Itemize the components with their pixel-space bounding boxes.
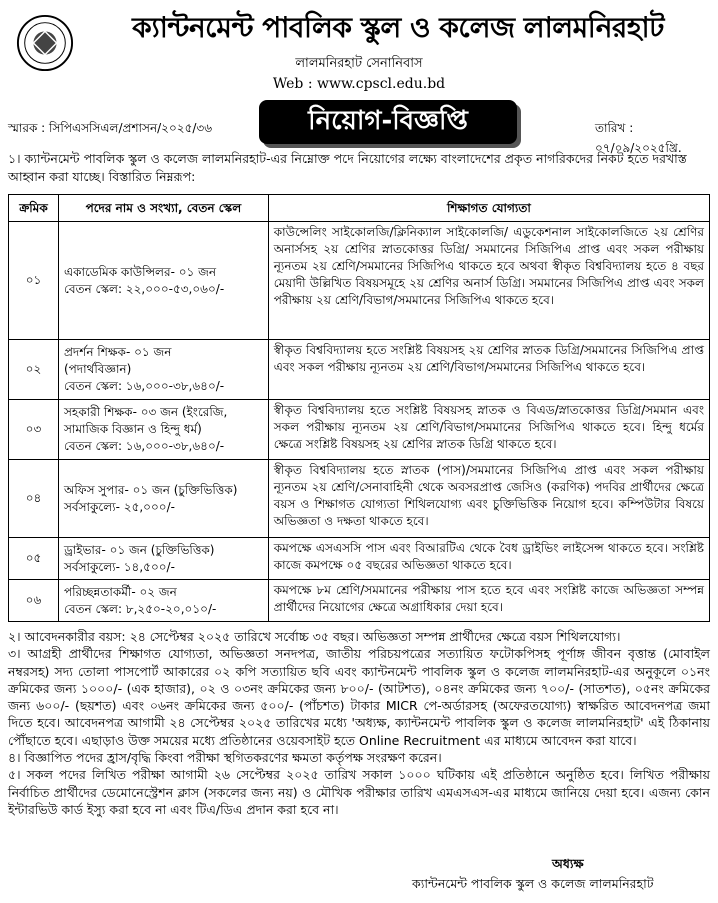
row-qualification: কাউন্সেলিং সাইকোলজি/ক্লিনিক্যাল সাইকোলজি/ এডুকেশনাল সাইকোলজিতে ২য় শ্রেণির অনার্সসহ ২য় শ্রেণির স্নাতকোত্তর ডিগ্রি/ সমমানের সিজিপিএ প্রাপ্ত এবং সকল পরীক্ষায় ন্যূনতম ২য় শ্রেণি/সমমানের সিজিপিএ থাকতে হবে অথবা স্বীকৃত বিশ্ববিদ্যালয় হতে ৪ বছর মেয়াদী উল্লিখিত বিষয়সমূহে ২য় শ্রেণির অনার্স ডিগ্রি। সমমানের সিজিপিএ প্রাপ্ত এবং সকল পরীক্ষায় ২য় শ্রেণি/বিভাগ/সমমানের সিজিপিএ থাকতে হবে। (268, 222, 709, 340)
post-scale: বেতন স্কেল: ১৬,০০০-৩৮,৬৪০/- (63, 439, 225, 453)
post-subject: (পদার্থবিজ্ঞান) (63, 362, 132, 376)
term-application: ৩। আগ্রহী প্রার্থীদের শিক্ষাগত যোগ্যতা, অভিজ্ঞতা সনদপত্র, জাতীয় পরিচয়পত্রের সত্যায়িত ফটোকপিসহ পূর্ণাঙ্গ জীবন বৃত্তান্ত (মোবাইল নম্বরসহ) সদ্য তোলা পাসপোর্ট আকারের ০২ কপি সত্যায়িত ছবি এবং ক্যান্টনমেন্ট পাবলিক স্কুল ও কলেজ লালমনিরহাট-এর অনুকূলে ০১নং ক্রমিকের জন্য ১০০০/- (এক হাজার), ০২ ও ০৩নং ক্রমিকের জন্য ৮০০/- (আটশত), ০৪নং ক্রমিকের জন্য ৭০০/- (সাতশত), ০৫নং ক্রমিকের জন্য ৬০০/- (ছয়শত) এবং ০৬নং ক্রমিকের জন্য ৫০০/- (পাঁচশত) টাকার MICR পে-অর্ডারসহ (অফেরতযোগ্য) স্বাক্ষরিত আবেদনপত্র জমা দিতে হবে। আবেদনপত্র আগামী ২৪ সেপ্টেম্বর ২০২৫ তারিখের মধ্যে 'অধ্যক্ষ, ক্যান্টনমেন্ট পাবলিক স্কুল ও কলেজ লালমনিরহাট' এই ঠিকানায় পৌঁছাতে হবে। এছাড়াও উক্ত সময়ের মধ্যে প্রতিষ্ঠানের ওয়েবসাইট হতে Online Recruitment এর মাধ্যমে আবেদন করা যাবে। (8, 646, 710, 748)
row-serial: ০২ (9, 340, 59, 400)
post-name: সহকারী শিক্ষক- ০৩ জন (ইংরেজি, (63, 405, 228, 419)
row-post (58, 222, 268, 340)
post-subject: সামাজিক বিজ্ঞান ও হিন্দু ধর্ম) (63, 422, 202, 436)
row-serial: ০৪ (9, 460, 59, 538)
row-qualification: কমপক্ষে ৮ম শ্রেণি/সমমানের পরীক্ষায় পাস হতে হবে এবং সংশ্লিষ্ট কাজে অভিজ্ঞতা সম্পন্ন প্রার্থীদের নিয়োগের ক্ষেত্রে অগ্রাধিকার দেয়া হবে। (268, 580, 709, 622)
signatory-org: ক্যান্টনমেন্ট পাবলিক স্কুল ও কলেজ লালমনিরহাট (412, 876, 654, 891)
school-website: Web : www.cpscl.edu.bd (272, 76, 446, 92)
row-post (58, 580, 268, 622)
memo-number: স্মারক : সিপিএসসিএল/প্রশাসন/২০২৫/৩৬ (8, 121, 213, 135)
post-scale: সর্বসাকুল্যে- ২৫,০০০/- (63, 499, 175, 514)
table-row (9, 340, 710, 400)
notice-terms (8, 628, 710, 818)
row-serial: ০৬ (9, 580, 59, 622)
notice-date: তারিখ : ০৭/০৯/২০২৫খ্রি. (595, 121, 682, 155)
intro-paragraph: ১। ক্যান্টনমেন্ট পাবলিক স্কুল ও কলেজ লালমনিরহাট-এর নিম্নোক্ত পদে নিয়োগের লক্ষ্যে বাংলাদেশের প্রকৃত নাগরিকদের নিকট হতে দরখাস্ত আহ্বান করা যাচ্ছে। বিস্তারিত নিম্নরূপ: (8, 151, 687, 184)
table-row (9, 222, 710, 340)
notice-header (0, 0, 718, 112)
table-header-row (9, 195, 710, 222)
term-age: ২। আবেদনকারীর বয়স: ২৪ সেপ্টেম্বর ২০২৫ তারিখে সর্বোচ্চ ৩৫ বছর। অভিজ্ঞতা সম্পন্ন প্রার্থীদের ক্ষেত্রে বয়স শিথিলযোগ্য। (8, 629, 621, 644)
term-exam: ৫। সকল পদের লিখিত পরীক্ষা আগামী ২৬ সেপ্টেম্বর ২০২৫ তারিখ সকাল ১০০০ ঘটিকায় এই প্রতিষ্ঠানে অনুষ্ঠিত হবে। লিখিত পরীক্ষায় নির্বাচিত প্রার্থীদের ডেমোনেস্ট্রেশন ক্লাস (সকলের জন্য নয়) ও মৌখিক পরীক্ষার তারিখ এমএসএস-এর মাধ্যমে জানিয়ে দেয়া হবে। এজন্য কোন ইন্টারভিউ কার্ড ইস্যু করা হবে না এবং টিএ/ডিএ প্রদান করা হবে না। (8, 767, 710, 817)
row-qualification: স্বীকৃত বিশ্ববিদ্যালয় হতে সংশ্লিষ্ট বিষয়সহ ২য় শ্রেণির স্নাতক ডিগ্রি/সমমানের সিজিপিএ প্রাপ্ত এবং সকল পরীক্ষায় ন্যূনতম ২য় শ্রেণি/বিভাগ/সমমানের সিজিপিএ থাকতে হবে। (268, 340, 709, 400)
row-post (58, 460, 268, 538)
notice-title: নিয়োগ-বিজ্ঞপ্তি (259, 100, 517, 144)
term-authority: ৪। বিজ্ঞাপিত পদের হ্রাস/বৃদ্ধি কিংবা পরীক্ষা স্থগিতকরণের ক্ষমতা কর্তৃপক্ষ সংরক্ষণ করেন। (8, 750, 442, 766)
school-location: লালমনিরহাট সেনানিবাস (295, 56, 423, 71)
row-qualification: স্বীকৃত বিশ্ববিদ্যালয় হতে স্নাতক (পাস)/সমমানের সিজিপিএ প্রাপ্ত এবং সকল পরীক্ষায় ন্যূনতম ২য় শ্রেণি/সেনাবাহিনী থেকে অবসরপ্রাপ্ত জেসিও (করণিক) পদবির প্রার্থীদের ক্ষেত্রে বয়স ও শিক্ষাগত যোগ্যতা শিথিলযোগ্য এবং চুক্তিভিত্তিক নিয়োগ হবে। কম্পিউটার বিষয়ে অভিজ্ঞতা ও দক্ষতা থাকতে হবে। (268, 460, 709, 538)
post-name: প্রদর্শন শিক্ষক- ০১ জন (63, 345, 172, 359)
table-row (9, 400, 710, 460)
row-serial: ০৩ (9, 400, 59, 460)
row-qualification: স্বীকৃত বিশ্ববিদ্যালয় হতে সংশ্লিষ্ট বিষয়সহ স্নাতক ও বিএড/স্নাতকোত্তর ডিগ্রি/সমমান এবং সকল পরীক্ষায় ন্যূনতম ২য় শ্রেণি/বিভাগ/সমমানের সিজিপিএ থাকতে হবে। হিন্দু ধর্মের ক্ষেত্রে সংশ্লিষ্ট বিষয়সহ ২য় শ্রেণির স্নাতক ডিগ্রি থাকতে হবে। (268, 400, 709, 460)
row-serial: ০১ (9, 222, 59, 340)
vacancy-table (8, 194, 710, 622)
post-name: পরিচ্ছন্নতাকর্মী- ০২ জন (63, 584, 177, 599)
signatory-title: অধ্যক্ষ (552, 856, 584, 871)
row-post (58, 400, 268, 460)
post-scale: বেতন স্কেল: ১৬,০০০-৩৮,৬৪০/- (63, 379, 225, 393)
table-row (9, 460, 710, 538)
post-scale: বেতন স্কেল: ২২,০০০-৫৩,০৬০/- (63, 281, 225, 296)
post-name: ড্রাইভার- ০১ জন (চুক্তিভিত্তিক) (63, 542, 215, 557)
post-name: একাডেমিক কাউন্সিলর- ০১ জন (63, 264, 217, 279)
post-name: অফিস সুপার- ০১ জন (চুক্তিভিত্তিক) (63, 482, 238, 497)
header-qualification: শিক্ষাগত যোগ্যতা (268, 195, 709, 222)
table-row (9, 580, 710, 622)
school-name: ক্যান্টনমেন্ট পাবলিক স্কুল ও কলেজ লালমনিরহাট (132, 11, 664, 44)
header-post: পদের নাম ও সংখ্যা, বেতন স্কেল (58, 195, 268, 222)
table-row (9, 538, 710, 580)
post-scale: সর্বসাকুল্যে- ১৪,৫০০/- (63, 559, 175, 574)
row-qualification: কমপক্ষে এসএসসি পাস এবং বিআরটিএ থেকে বৈধ ড্রাইভিং লাইসেন্স থাকতে হবে। সংশ্লিষ্ট কাজে কমপক্ষে ০৫ বছরের অভিজ্ঞতা থাকতে হবে। (268, 538, 709, 580)
row-post (58, 538, 268, 580)
header-serial: ক্রমিক (9, 195, 59, 222)
row-post (58, 340, 268, 400)
row-serial: ০৫ (9, 538, 59, 580)
post-scale: বেতন স্কেল: ৮,২৫০-২০,০১০/- (63, 601, 217, 616)
